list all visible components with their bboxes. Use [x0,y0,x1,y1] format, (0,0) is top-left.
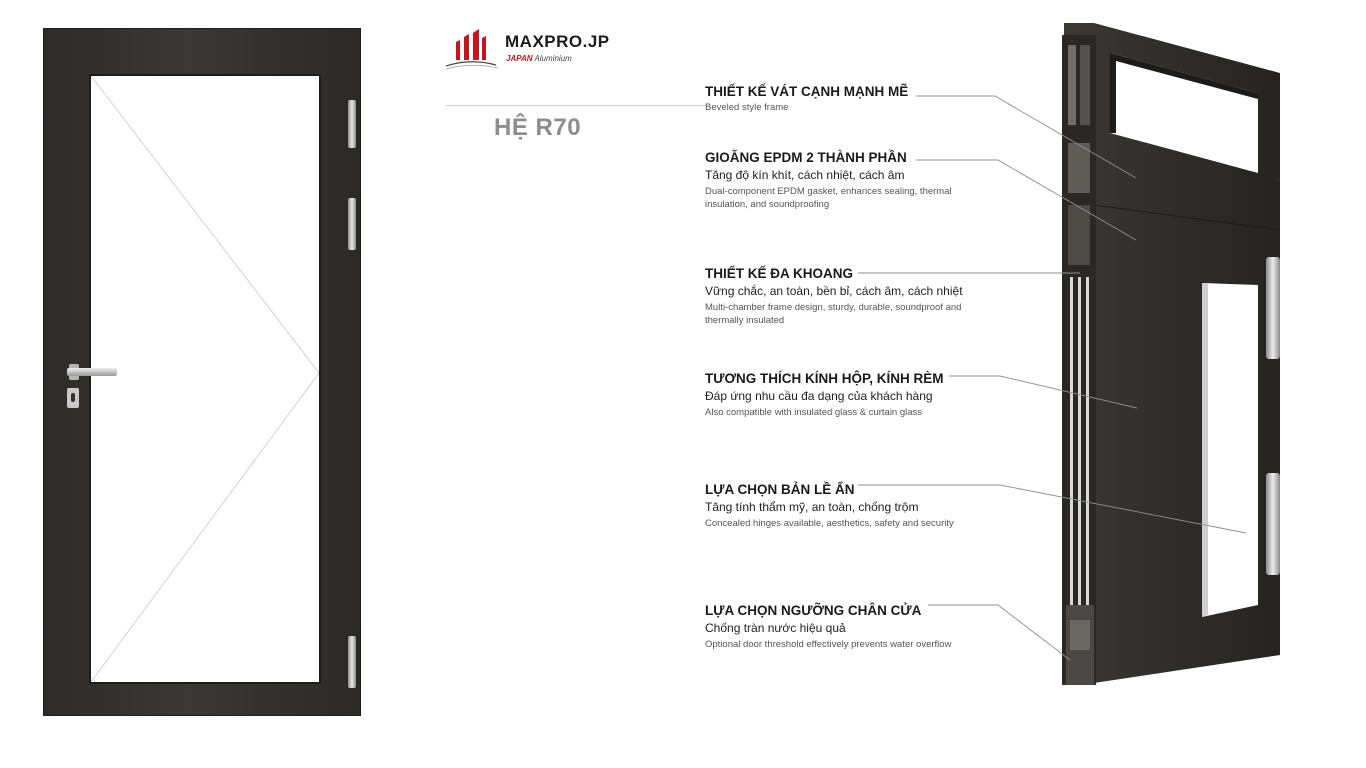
feature-door-threshold [705,603,995,651]
feature-description-en: Also compatible with insulated glass & curtain glass [705,407,923,418]
door-hinge-top [348,100,356,148]
title-divider [446,105,708,106]
feature-description-en: Beveled style frame [705,102,789,113]
brand-tagline [506,54,572,63]
feature-title: LỰA CHỌN BẢN LỀ ẨN [705,482,855,497]
feature-description-en: Dual-component EPDM gasket, enhances sealing, thermal insulation, and soundproofing [705,186,952,210]
feature-description-en: Concealed hinges available, aesthetics, safety and security [705,518,954,529]
feature-glass-compatibility [705,371,975,419]
hinge-icon [1266,473,1280,575]
feature-title: THIẾT KẾ ĐA KHOANG [705,266,853,281]
brand-tagline-prefix: JAPAN [506,54,533,63]
feature-description-en: Optional door threshold effectively prevents water overflow [705,639,952,650]
feature-title: GIOĂNG EPDM 2 THÀNH PHẦN [705,150,907,165]
door-hinge-middle [348,198,356,250]
opening-direction-lines [91,76,319,682]
feature-epdm-gasket [705,150,975,211]
door-glass-panel [89,74,321,684]
hinge-icon [1266,257,1280,359]
feature-beveled [705,84,908,114]
feature-description-vi: Tăng tính thẩm mỹ, an toàn, chống trộm [705,500,919,514]
feature-description-vi: Vững chắc, an toàn, bền bỉ, cách âm, cách nhiệt [705,284,963,298]
feature-description-vi: Đáp ứng nhu cầu đa dạng của khách hàng [705,389,933,403]
door-keyhole-icon [67,388,79,408]
frame-profile-cutaway [1040,15,1340,705]
brand-name: MAXPRO.JP [505,32,610,51]
feature-description-en: Multi-chamber frame design, sturdy, durable, soundproof and thermally insulated [705,302,962,326]
feature-title: LỰA CHỌN NGƯỠNG CHÂN CỬA [705,603,922,618]
door-hinge-bottom [348,636,356,688]
feature-description-vi: Tăng độ kín khít, cách nhiệt, cách âm [705,168,905,182]
door-illustration [43,28,361,716]
door-handle [67,368,117,376]
system-title: HỆ R70 [494,114,582,141]
feature-title: THIẾT KẾ VÁT CẠNH MẠNH MẼ [705,84,909,99]
feature-description-vi: Chống tràn nước hiệu quả [705,621,846,635]
feature-title: TƯƠNG THÍCH KÍNH HỘP, KÍNH RÈM [705,371,944,386]
feature-concealed-hinges [705,482,975,530]
brand-tagline-suffix: Aluminium [534,54,572,63]
feature-multi-chamber [705,266,975,327]
